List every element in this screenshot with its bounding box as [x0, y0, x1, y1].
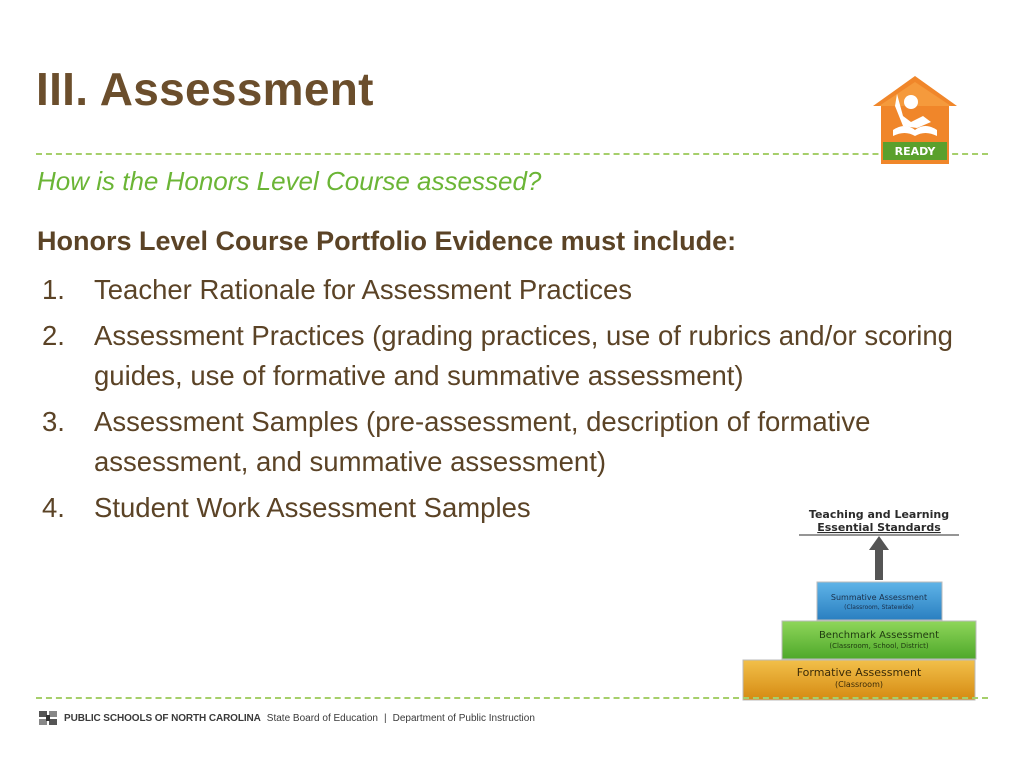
slide-subtitle: How is the Honors Level Course assessed?: [37, 166, 542, 196]
footer-dept: Department of Public Instruction: [392, 712, 535, 724]
footer-board: State Board of Education: [266, 712, 378, 724]
list-item-text: Student Work Assessment Samples: [94, 492, 531, 523]
footer-org: PUBLIC SCHOOLS OF NORTH CAROLINA: [64, 712, 261, 724]
list-item: [40, 402, 1010, 482]
list-item-text: Assessment Practices (grading practices, use of rubrics and/or scoring guides, use of formative and summative assessment): [94, 320, 953, 391]
list-item-number: 2.: [42, 320, 65, 351]
footer-separator: |: [383, 712, 387, 724]
list-item-number: 1.: [42, 274, 65, 305]
pyramid-top-line1: Teaching and Learning: [808, 508, 950, 521]
summative-scope: (Classroom, Statewide): [844, 604, 914, 611]
assessment-pyramid: [738, 504, 978, 704]
summative-label: Summative Assessment: [830, 593, 928, 602]
top-divider: [36, 153, 988, 155]
benchmark-label: Benchmark Assessment: [818, 630, 940, 641]
up-arrow-icon: [869, 536, 889, 580]
ready-logo-label: READY: [894, 145, 936, 158]
list-item-number: 3.: [42, 406, 65, 437]
section-heading: Honors Level Course Portfolio Evidence must include:: [37, 226, 737, 256]
list-item-number: 4.: [42, 492, 65, 523]
list-item-text: Teacher Rationale for Assessment Practices: [94, 274, 633, 305]
nc-seal-icon: [38, 709, 58, 727]
list-item: [40, 316, 1010, 396]
footer: [38, 708, 535, 728]
list-item: [40, 270, 1010, 310]
pyramid-top-line2: Essential Standards: [817, 521, 941, 534]
benchmark-scope: (Classroom, School, District): [829, 642, 929, 650]
list-item-text: Assessment Samples (pre-assessment, description of formative assessment, and summative assessment): [94, 406, 871, 477]
formative-label: Formative Assessment: [796, 666, 922, 679]
formative-scope: (Classroom): [835, 680, 883, 689]
slide-title: III. Assessment: [36, 63, 374, 115]
bottom-divider: [36, 697, 988, 699]
evidence-list: [40, 270, 1010, 534]
ready-logo-icon: [873, 76, 957, 164]
